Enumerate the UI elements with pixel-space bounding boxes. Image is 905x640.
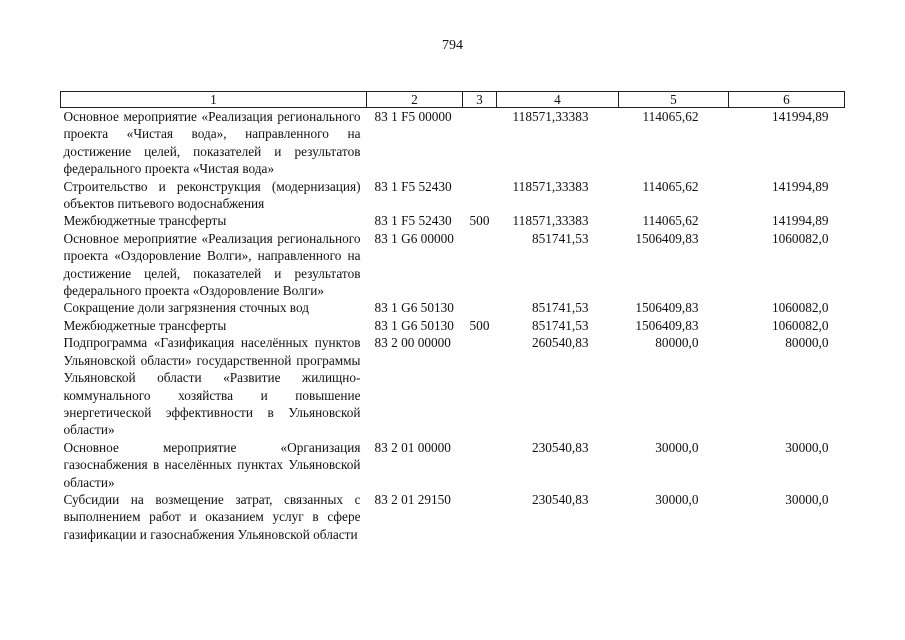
header-row bbox=[61, 92, 845, 108]
row-vr bbox=[463, 230, 497, 300]
row-name: Межбюджетные трансферты bbox=[63, 213, 227, 229]
table-row bbox=[61, 317, 845, 334]
row-csr: 83 2 00 00000 bbox=[374, 335, 451, 351]
row-name: Сокращение доли загрязнения сточных вод bbox=[63, 300, 310, 316]
row-year1: 118571,33383 bbox=[512, 178, 589, 194]
table-row bbox=[61, 491, 845, 543]
row-year2: 1506409,83 bbox=[635, 230, 699, 246]
row-vr: 500 bbox=[469, 213, 490, 229]
table-row bbox=[61, 230, 845, 300]
table-row bbox=[61, 299, 845, 316]
row-vr bbox=[463, 491, 497, 543]
row-name: Субсидии на возмещение затрат, связанных с выполнением работ и оказанием услуг в сфере газификации и газоснабжения Ульяновской области bbox=[63, 491, 361, 542]
row-year1: 851741,53 bbox=[531, 317, 589, 333]
page-number: 794 bbox=[442, 38, 463, 53]
table-row bbox=[61, 334, 845, 438]
row-name: Строительство и реконструкция (модернизация) объектов питьевого водоснабжения bbox=[63, 178, 361, 212]
row-year2: 30000,0 bbox=[655, 491, 699, 507]
row-year3: 141994,89 bbox=[771, 109, 829, 124]
table-row bbox=[61, 178, 845, 213]
row-year3: 80000,0 bbox=[785, 335, 829, 351]
budget-table bbox=[60, 91, 845, 543]
row-year2: 30000,0 bbox=[655, 439, 699, 455]
row-year3: 1060082,0 bbox=[771, 317, 829, 333]
row-name: Подпрограмма «Газификация населённых пунктов Ульяновской области» государственной программы Ульяновской области «Развитие жилищно-коммунального хозяйства и повышение энергетической эффективности в Ульяновской области» bbox=[63, 335, 361, 438]
row-year3: 1060082,0 bbox=[771, 300, 829, 316]
row-year2: 1506409,83 bbox=[635, 300, 699, 316]
header-col-3: 3 bbox=[463, 92, 497, 108]
row-year1: 230540,83 bbox=[531, 491, 589, 507]
row-name: Основное мероприятие «Реализация регионального проекта «Оздоровление Волги», направленного на достижение целей, показателей и результатов федерального проекта «Оздоровление Волги» bbox=[63, 230, 361, 299]
row-vr: 500 bbox=[469, 317, 490, 333]
row-year1: 851741,53 bbox=[531, 230, 589, 246]
row-csr: 83 1 G6 50130 bbox=[374, 300, 454, 316]
row-csr: 83 1 F5 52430 bbox=[374, 178, 452, 194]
row-year2: 114065,62 bbox=[642, 109, 699, 124]
row-vr bbox=[463, 334, 497, 438]
row-year2: 80000,0 bbox=[655, 335, 699, 351]
row-year2: 114065,62 bbox=[642, 178, 699, 194]
row-name: Основное мероприятие «Организация газоснабжения в населённых пунктах Ульяновской области» bbox=[63, 439, 361, 490]
row-year3: 30000,0 bbox=[785, 439, 829, 455]
row-year1: 260540,83 bbox=[531, 335, 589, 351]
row-name: Межбюджетные трансферты bbox=[63, 317, 227, 333]
table-row bbox=[61, 212, 845, 229]
row-year3: 30000,0 bbox=[785, 491, 829, 507]
row-vr bbox=[463, 108, 497, 178]
row-vr bbox=[463, 299, 497, 316]
table-row bbox=[61, 108, 845, 178]
row-csr: 83 1 F5 52430 bbox=[374, 213, 452, 229]
row-vr bbox=[463, 178, 497, 213]
row-csr: 83 1 G6 00000 bbox=[374, 230, 454, 246]
row-csr: 83 1 F5 00000 bbox=[374, 109, 452, 124]
row-year2: 114065,62 bbox=[642, 213, 699, 229]
row-year1: 118571,33383 bbox=[512, 109, 589, 124]
row-csr: 83 2 01 29150 bbox=[374, 491, 451, 507]
header-col-2: 2 bbox=[367, 92, 463, 108]
header-col-1: 1 bbox=[61, 92, 367, 108]
table-row bbox=[61, 439, 845, 491]
row-name: Основное мероприятие «Реализация регионального проекта «Чистая вода», направленного на достижение целей, показателей и результатов федерального проекта «Чистая вода» bbox=[63, 109, 361, 177]
row-year1: 230540,83 bbox=[531, 439, 589, 455]
header-col-6: 6 bbox=[729, 92, 845, 108]
row-year3: 1060082,0 bbox=[771, 230, 829, 246]
row-csr: 83 1 G6 50130 bbox=[374, 317, 454, 333]
header-col-5: 5 bbox=[619, 92, 729, 108]
row-year3: 141994,89 bbox=[771, 213, 829, 229]
row-year2: 1506409,83 bbox=[635, 317, 699, 333]
row-vr bbox=[463, 439, 497, 491]
row-year3: 141994,89 bbox=[771, 178, 829, 194]
row-year1: 851741,53 bbox=[531, 300, 589, 316]
row-year1: 118571,33383 bbox=[512, 213, 589, 229]
row-csr: 83 2 01 00000 bbox=[374, 439, 451, 455]
header-col-4: 4 bbox=[497, 92, 619, 108]
